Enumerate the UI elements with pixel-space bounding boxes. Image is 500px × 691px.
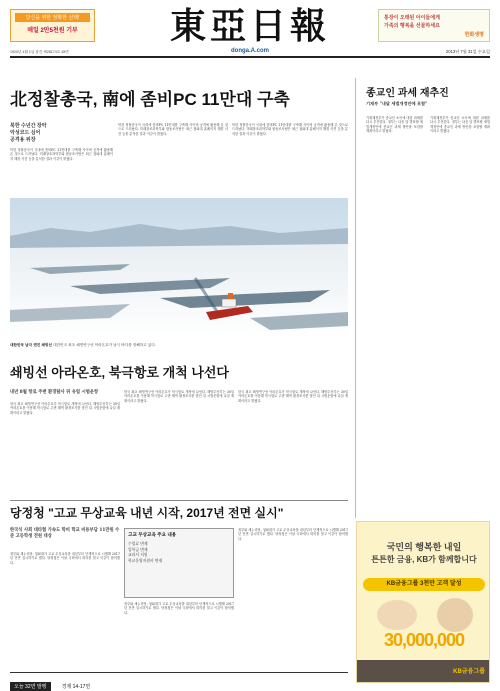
feature-body-col2: 한국 최초 쇄빙연구선 아라온호가 북극항로 개척에 나선다. 해양수산부는 30일 아라온호를 이용해 북극항로 주변 해역 환경조사를 벌인 뒤 시범운항에 나설 계획이라고 밝혔다. <box>124 390 234 403</box>
right-ad-line2: 가족의 행복을 선물하세요 <box>384 23 440 29</box>
ad-footer-bar <box>357 660 490 683</box>
lead-deck-line: 공격용 위장 <box>10 137 36 143</box>
lead-deck-line: 악성코드 심어 <box>10 130 41 136</box>
footer-today: 오늘 32면 발행 <box>10 682 51 691</box>
section-rule <box>10 500 348 501</box>
lead-body-col3: 북한 정찰총국이 국내에 좀비PC 11만대를 구축해 사이버 공격에 활용해 온 것으로 드러났다. 미래창조과학부와 합동조사팀은 최근 청와대 홈페이지 해킹 사건 등을 분석한 결과 이같이 밝혔다. <box>232 123 348 136</box>
left-ad-line1: 당신을 위한 정확한 선택! <box>15 13 90 22</box>
second-info-box <box>124 528 234 598</box>
ad-line1: 국민의 행복한 내일 <box>386 542 462 552</box>
lead-headline[interactable]: 北정찰총국, 南에 좀비PC 11만대 구축 <box>10 90 290 109</box>
right-ad-line1: 통장이 오래된 아이들에게 <box>384 15 440 21</box>
masthead-right-ad[interactable] <box>378 9 490 42</box>
column-sub: 기재부 "내달 세법개정안에 포함" <box>366 101 428 106</box>
issue-date: 2013년 7월 31일 수요일 <box>445 49 490 54</box>
antarctic-photo[interactable] <box>10 198 348 340</box>
masthead-rule <box>10 56 490 58</box>
second-body-col3: 정부와 새누리당, 청와대가 고교 무상교육을 내년부터 단계적으로 시행해 2017년 전면 실시하기로 했다. 당정청은 이날 국회에서 회의를 열고 이같이 합의했다. <box>238 528 348 541</box>
feature-body-col1: 한국 최초 쇄빙연구선 아라온호가 북극항로 개척에 나선다. 해양수산부는 30일 아라온호를 이용해 북극항로 주변 해역 환경조사를 벌인 뒤 시범운항에 나설 계획이라고 밝혔다. <box>10 402 120 415</box>
icebreaker-photo-illustration <box>10 198 348 340</box>
info-box-item: 학교운영지원비 면제 <box>128 557 163 563</box>
info-box-item: 교과서 지원 <box>128 552 148 557</box>
info-box-item: 수업료 면제 <box>128 541 148 546</box>
masthead-left-ad[interactable] <box>10 9 95 42</box>
info-box-title: 고교 무상교육 주요 내용 <box>128 532 177 537</box>
edition-line: 1920년 4월 1일 창간 제28174호 45면 <box>10 50 69 54</box>
ad-number: 30,000,000 <box>383 630 465 650</box>
lead-deck <box>10 123 113 144</box>
footer-bar <box>10 672 348 690</box>
ad-figure <box>437 598 473 632</box>
ad-line2: 튼튼한 금융, KB가 함께합니다 <box>371 555 477 564</box>
footer-index[interactable]: 경제 14-17면 <box>61 684 91 690</box>
ad-banner: KB금융그룹 3천만 고객 달성 <box>363 578 485 591</box>
column-body-col1: 기획재정부가 종교인 소득에 대한 과세를 다시 추진한다. 정부는 다음 달 발표할 세법개정안에 종교인 과세 방안을 포함할 계획이라고 밝혔다. <box>366 116 423 134</box>
column-title[interactable]: 종교인 과세 재추진 <box>366 88 449 99</box>
ad-figure <box>377 600 417 630</box>
feature-headline[interactable]: 쇄빙선 아라온호, 북극항로 개척 나선다 <box>10 365 229 380</box>
photo-caption-title: 대한민국 남극 엔진 쇄빙선 <box>10 343 52 347</box>
kb-advertisement[interactable] <box>356 521 490 683</box>
second-body-col1: 정부와 새누리당, 청와대가 고교 무상교육을 내년부터 단계적으로 시행해 2017년 전면 실시하기로 했다. 당정청은 이날 국회에서 회의를 열고 이같이 합의했다. <box>10 552 120 565</box>
column-divider <box>355 78 356 518</box>
photo-caption <box>10 343 348 348</box>
info-box-item: 입학금 면제 <box>128 546 148 552</box>
lead-body-col2: 북한 정찰총국이 국내에 좀비PC 11만대를 구축해 사이버 공격에 활용해 온 것으로 드러났다. 미래창조과학부와 합동조사팀은 최근 청와대 홈페이지 해킹 사건 등을 분석한 결과 이같이 밝혔다. <box>118 123 228 136</box>
feature-body-col3: 한국 최초 쇄빙연구선 아라온호가 북극항로 개척에 나선다. 해양수산부는 30일 아라온호를 이용해 북극항로 주변 해역 환경조사를 벌인 뒤 시범운항에 나설 계획이라고 밝혔다. <box>238 390 348 403</box>
ad-brand: KB금융그룹 <box>453 669 485 675</box>
lead-body-col1: 북한 정찰총국이 국내에 좀비PC 11만대를 구축해 사이버 공격에 활용해 온 것으로 드러났다. 미래창조과학부와 합동조사팀은 최근 청와대 홈페이지 해킹 사건 등을 분석한 결과 이같이 밝혔다. <box>10 148 113 161</box>
lead-deck-line: 북한 수년간 장악 <box>10 123 47 129</box>
second-sub: 한국식 사회 대타협 가속도 학비 학교 비용부담 11만원 수준 고등학생 전원 대상 <box>10 528 120 539</box>
column-body-col2: 기획재정부가 종교인 소득에 대한 과세를 다시 추진한다. 정부는 다음 달 발표할 세법개정안에 종교인 과세 방안을 포함할 계획이라고 밝혔다. <box>430 116 490 134</box>
site-link[interactable]: donga.A.com <box>230 48 269 54</box>
right-ad-brand: 한화생명 <box>464 32 484 38</box>
photo-caption-text: 대한민국 최초 쇄빙연구선 아라온호가 남극 바다를 항해하고 있다. <box>53 343 156 347</box>
second-headline[interactable]: 당정청 "고교 무상교육 내년 시작, 2017년 전면 실시" <box>10 506 284 520</box>
second-body-col2: 정부와 새누리당, 청와대가 고교 무상교육을 내년부터 단계적으로 시행해 2017년 전면 실시하기로 했다. 당정청은 이날 국회에서 회의를 열고 이같이 합의했다. <box>124 602 234 615</box>
left-ad-line2: 매일 2만5천원 기부 <box>27 28 78 34</box>
feature-sub: 내년 8월 항로 주변 환경탐사 뒤 유럽 시범운항 <box>10 390 99 395</box>
masthead-title: 東亞日報 <box>169 5 330 47</box>
